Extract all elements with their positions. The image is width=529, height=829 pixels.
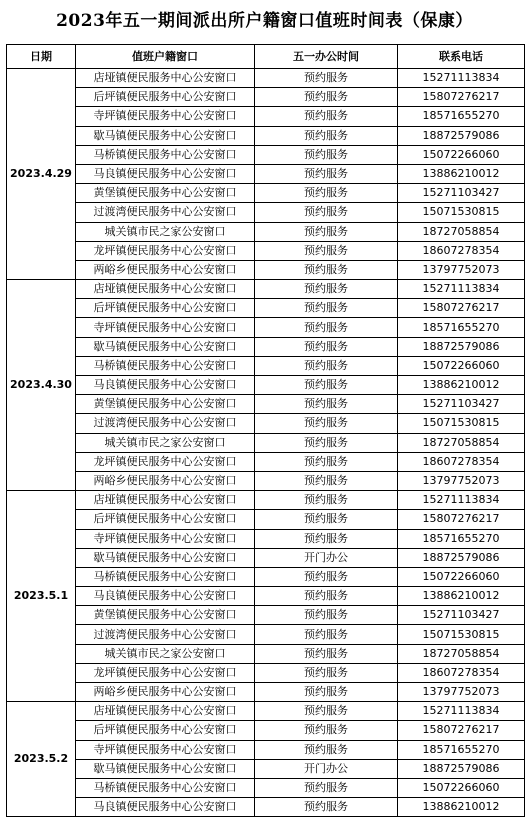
- window-cell: 马良镇便民服务中心公安窗口: [76, 376, 255, 395]
- table-row: [7, 452, 525, 471]
- hours-cell: 预约服务: [255, 471, 398, 490]
- phone-cell: 15271113834: [398, 702, 525, 721]
- window-cell: 后坪镇便民服务中心公安窗口: [76, 299, 255, 318]
- phone-cell: 15271113834: [398, 280, 525, 299]
- phone-cell: 15271103427: [398, 606, 525, 625]
- phone-cell: 18872579086: [398, 548, 525, 567]
- table-row: [7, 606, 525, 625]
- phone-cell: 13797752073: [398, 471, 525, 490]
- table-row: [7, 798, 525, 817]
- phone-cell: 15072266060: [398, 778, 525, 797]
- hours-cell: 预约服务: [255, 88, 398, 107]
- header-hours: 五一办公时间: [255, 45, 398, 69]
- phone-cell: 18607278354: [398, 663, 525, 682]
- phone-cell: 15072266060: [398, 356, 525, 375]
- window-cell: 马良镇便民服务中心公安窗口: [76, 164, 255, 183]
- phone-cell: 18571655270: [398, 740, 525, 759]
- date-cell: 2023.5.1: [7, 491, 76, 702]
- window-cell: 寺坪镇便民服务中心公安窗口: [76, 529, 255, 548]
- window-cell: 马桥镇便民服务中心公安窗口: [76, 778, 255, 797]
- hours-cell: 预约服务: [255, 280, 398, 299]
- window-cell: 店垭镇便民服务中心公安窗口: [76, 69, 255, 88]
- table-row: [7, 318, 525, 337]
- phone-cell: 15271103427: [398, 395, 525, 414]
- table-row: [7, 778, 525, 797]
- window-cell: 龙坪镇便民服务中心公安窗口: [76, 452, 255, 471]
- duty-schedule-table: [6, 44, 525, 817]
- table-row: [7, 529, 525, 548]
- window-cell: 过渡湾便民服务中心公安窗口: [76, 203, 255, 222]
- hours-cell: 预约服务: [255, 778, 398, 797]
- phone-cell: 18571655270: [398, 107, 525, 126]
- hours-cell: 预约服务: [255, 241, 398, 260]
- hours-cell: 预约服务: [255, 222, 398, 241]
- phone-cell: 18727058854: [398, 644, 525, 663]
- window-cell: 寺坪镇便民服务中心公安窗口: [76, 740, 255, 759]
- table-row: [7, 759, 525, 778]
- phone-cell: 15807276217: [398, 721, 525, 740]
- table-row: [7, 280, 525, 299]
- date-cell: 2023.4.29: [7, 69, 76, 280]
- table-row: [7, 299, 525, 318]
- date-cell: 2023.5.2: [7, 702, 76, 817]
- window-cell: 寺坪镇便民服务中心公安窗口: [76, 318, 255, 337]
- phone-cell: 15071530815: [398, 625, 525, 644]
- phone-cell: 18571655270: [398, 529, 525, 548]
- phone-cell: 18727058854: [398, 222, 525, 241]
- hours-cell: 开门办公: [255, 759, 398, 778]
- window-cell: 黄堡镇便民服务中心公安窗口: [76, 184, 255, 203]
- phone-cell: 15071530815: [398, 203, 525, 222]
- hours-cell: 预约服务: [255, 606, 398, 625]
- hours-cell: 开门办公: [255, 548, 398, 567]
- window-cell: 后坪镇便民服务中心公安窗口: [76, 721, 255, 740]
- phone-cell: 18607278354: [398, 452, 525, 471]
- window-cell: 歇马镇便民服务中心公安窗口: [76, 759, 255, 778]
- window-cell: 过渡湾便民服务中心公安窗口: [76, 625, 255, 644]
- phone-cell: 15807276217: [398, 88, 525, 107]
- hours-cell: 预约服务: [255, 184, 398, 203]
- hours-cell: 预约服务: [255, 510, 398, 529]
- table-row: [7, 491, 525, 510]
- hours-cell: 预约服务: [255, 376, 398, 395]
- header-row: [7, 45, 525, 69]
- table-row: [7, 164, 525, 183]
- phone-cell: 15072266060: [398, 145, 525, 164]
- window-cell: 店垭镇便民服务中心公安窗口: [76, 702, 255, 721]
- phone-cell: 18607278354: [398, 241, 525, 260]
- table-row: [7, 683, 525, 702]
- window-cell: 马桥镇便民服务中心公安窗口: [76, 145, 255, 164]
- phone-cell: 18571655270: [398, 318, 525, 337]
- hours-cell: 预约服务: [255, 107, 398, 126]
- hours-cell: 预约服务: [255, 69, 398, 88]
- hours-cell: 预约服务: [255, 337, 398, 356]
- window-cell: 两峪乡便民服务中心公安窗口: [76, 260, 255, 279]
- window-cell: 黄堡镇便民服务中心公安窗口: [76, 606, 255, 625]
- phone-cell: 13797752073: [398, 683, 525, 702]
- window-cell: 歇马镇便民服务中心公安窗口: [76, 337, 255, 356]
- window-cell: 城关镇市民之家公安窗口: [76, 644, 255, 663]
- hours-cell: 预约服务: [255, 318, 398, 337]
- table-row: [7, 433, 525, 452]
- table-row: [7, 414, 525, 433]
- phone-cell: 18872579086: [398, 337, 525, 356]
- hours-cell: 预约服务: [255, 164, 398, 183]
- table-row: [7, 145, 525, 164]
- phone-cell: 13797752073: [398, 260, 525, 279]
- window-cell: 马桥镇便民服务中心公安窗口: [76, 356, 255, 375]
- phone-cell: 18872579086: [398, 759, 525, 778]
- hours-cell: 预约服务: [255, 625, 398, 644]
- header-date: 日期: [7, 45, 76, 69]
- hours-cell: 预约服务: [255, 491, 398, 510]
- table-row: [7, 69, 525, 88]
- hours-cell: 预约服务: [255, 644, 398, 663]
- window-cell: 后坪镇便民服务中心公安窗口: [76, 510, 255, 529]
- window-cell: 黄堡镇便民服务中心公安窗口: [76, 395, 255, 414]
- table-row: [7, 721, 525, 740]
- phone-cell: 13886210012: [398, 164, 525, 183]
- table-row: [7, 222, 525, 241]
- window-cell: 寺坪镇便民服务中心公安窗口: [76, 107, 255, 126]
- window-cell: 龙坪镇便民服务中心公安窗口: [76, 663, 255, 682]
- phone-cell: 15071530815: [398, 414, 525, 433]
- phone-cell: 13886210012: [398, 798, 525, 817]
- phone-cell: 18727058854: [398, 433, 525, 452]
- hours-cell: 预约服务: [255, 452, 398, 471]
- hours-cell: 预约服务: [255, 126, 398, 145]
- window-cell: 城关镇市民之家公安窗口: [76, 433, 255, 452]
- hours-cell: 预约服务: [255, 798, 398, 817]
- window-cell: 马良镇便民服务中心公安窗口: [76, 587, 255, 606]
- table-row: [7, 625, 525, 644]
- page-title: 2023年五一期间派出所户籍窗口值班时间表（保康）: [56, 11, 473, 31]
- table-row: [7, 241, 525, 260]
- table-row: [7, 126, 525, 145]
- window-cell: 过渡湾便民服务中心公安窗口: [76, 414, 255, 433]
- phone-cell: 18872579086: [398, 126, 525, 145]
- table-row: [7, 260, 525, 279]
- hours-cell: 预约服务: [255, 356, 398, 375]
- phone-cell: 15807276217: [398, 510, 525, 529]
- hours-cell: 预约服务: [255, 529, 398, 548]
- table-row: [7, 740, 525, 759]
- window-cell: 店垭镇便民服务中心公安窗口: [76, 491, 255, 510]
- phone-cell: 13886210012: [398, 376, 525, 395]
- phone-cell: 15072266060: [398, 567, 525, 586]
- table-row: [7, 337, 525, 356]
- window-cell: 城关镇市民之家公安窗口: [76, 222, 255, 241]
- hours-cell: 预约服务: [255, 145, 398, 164]
- window-cell: 后坪镇便民服务中心公安窗口: [76, 88, 255, 107]
- table-row: [7, 376, 525, 395]
- phone-cell: 15271113834: [398, 491, 525, 510]
- table-row: [7, 702, 525, 721]
- table-row: [7, 203, 525, 222]
- date-cell: 2023.4.30: [7, 280, 76, 491]
- table-row: [7, 510, 525, 529]
- window-cell: 马良镇便民服务中心公安窗口: [76, 798, 255, 817]
- table-row: [7, 548, 525, 567]
- hours-cell: 预约服务: [255, 299, 398, 318]
- phone-cell: 15807276217: [398, 299, 525, 318]
- hours-cell: 预约服务: [255, 203, 398, 222]
- phone-cell: 15271113834: [398, 69, 525, 88]
- table-row: [7, 567, 525, 586]
- table-row: [7, 356, 525, 375]
- hours-cell: 预约服务: [255, 663, 398, 682]
- hours-cell: 预约服务: [255, 414, 398, 433]
- header-window: 值班户籍窗口: [76, 45, 255, 69]
- window-cell: 歇马镇便民服务中心公安窗口: [76, 548, 255, 567]
- window-cell: 马桥镇便民服务中心公安窗口: [76, 567, 255, 586]
- hours-cell: 预约服务: [255, 433, 398, 452]
- table-row: [7, 587, 525, 606]
- hours-cell: 预约服务: [255, 260, 398, 279]
- header-phone: 联系电话: [398, 45, 525, 69]
- table-row: [7, 663, 525, 682]
- phone-cell: 13886210012: [398, 587, 525, 606]
- hours-cell: 预约服务: [255, 740, 398, 759]
- hours-cell: 预约服务: [255, 702, 398, 721]
- window-cell: 两峪乡便民服务中心公安窗口: [76, 471, 255, 490]
- hours-cell: 预约服务: [255, 721, 398, 740]
- table-row: [7, 644, 525, 663]
- table-row: [7, 88, 525, 107]
- window-cell: 两峪乡便民服务中心公安窗口: [76, 683, 255, 702]
- schedule-body: [7, 69, 525, 817]
- phone-cell: 15271103427: [398, 184, 525, 203]
- hours-cell: 预约服务: [255, 395, 398, 414]
- hours-cell: 预约服务: [255, 587, 398, 606]
- table-row: [7, 395, 525, 414]
- hours-cell: 预约服务: [255, 683, 398, 702]
- window-cell: 歇马镇便民服务中心公安窗口: [76, 126, 255, 145]
- table-row: [7, 107, 525, 126]
- hours-cell: 预约服务: [255, 567, 398, 586]
- window-cell: 龙坪镇便民服务中心公安窗口: [76, 241, 255, 260]
- table-row: [7, 471, 525, 490]
- table-row: [7, 184, 525, 203]
- window-cell: 店垭镇便民服务中心公安窗口: [76, 280, 255, 299]
